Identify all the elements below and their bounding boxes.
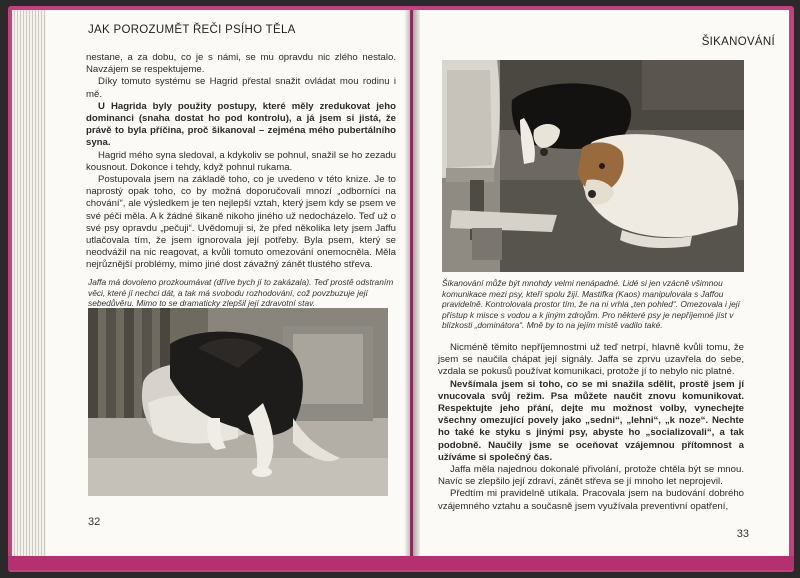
book-cover-bottom — [8, 556, 794, 570]
paragraph: Nicméně těmito nepříjemnostmi už teď netrpí, hlavně kvůli tomu, že jsem se naučila chápat její signály. Jaffa se zprvu uzavřela do sebe, vzdala se pokusů používat komunikaci, protože jí to nebylo nic platné. — [438, 342, 744, 378]
paragraph: U Hagrida byly použity postupy, které měly zredukovat jeho dominanci (snaha dostat ho pod kontrolu), a já jsem si jistá, že právě to byla příčina, proč šikanoval – zejména mého pubertálního syna. — [86, 100, 396, 149]
left-page — [12, 10, 410, 558]
right-photo-two-dogs — [442, 60, 744, 272]
paragraph: Nevšímala jsem si toho, co se mi snažila sdělit, prostě jsem jí vnucovala svůj režim. Psa můžete naučit znovu komunikovat. Respektujte jeho přání, dejte mu možnost volby, vynechejte všechny omezující povely jako „sedni“, „lehni“, „k noze“. Nechte ho také ke styku s jinými psy, abyste ho „socializovali“, a tak podobně. Naučily jsme se oceňovat vzájemnou přítomnost a užíváme si společný čas. — [438, 378, 744, 463]
right-body-text — [438, 342, 744, 513]
paragraph: Postupovala jsem na základě toho, co je uvedeno v této knize. Je to naprostý opak toho, co by možná doporučovali mnozí „odborníci na chování“, ale výsledkem je ten nejlepší vztah, který jsem kdy se psem ve své péči měla. A k žádné šikaně nikoho jiného už nedocházelo. Teď už o své psy opravdu „pečuji“. Uvědomuji si, že před několika lety jsem Jaffu utlačovala tím, že jsem ignorovala její potřeby. Byla psem, který se neodvážil na nic reagovat, a kvůli tomuto omezování onemocněla. Měla nejrůznější problémy, mimo jiné dost závažný zánět tlustého střeva. — [86, 174, 396, 271]
left-photo-caption: Jaffa má dovoleno prozkoumávat (dříve bych jí to zakázala). Teď prostě odstraním věci, které jí nechci dát, a tak má svobodu rozhodování, což povzbuzuje její sebedůvěru. Mimo to se dramaticky zlepšil její zdravotní stav. — [88, 277, 394, 309]
right-page-header: ŠIKANOVÁNÍ — [701, 36, 775, 48]
left-body-text — [86, 52, 396, 272]
right-page-number: 33 — [736, 528, 749, 540]
right-page — [413, 10, 789, 558]
left-page-number: 32 — [88, 516, 101, 528]
book-gutter — [404, 10, 420, 558]
page-edges — [12, 10, 46, 558]
left-page-header: JAK POROZUMĚT ŘEČI PSÍHO TĚLA — [88, 24, 296, 36]
paragraph: Jaffa měla najednou dokonalé přivolání, protože chtěla být se mnou. Navíc se zlepšilo její zdraví, zánět střeva se jí mnoho let neprojevil. — [438, 464, 744, 488]
paragraph: nestane, a za dobu, co je s námi, se mu opravdu nic zlého nestalo. Navzájem se respektujeme. — [86, 52, 396, 76]
paragraph: Hagrid mého syna sledoval, a kdykoliv se pohnul, snažil se ho zezadu kousnout. Dokonce i tehdy, když pohnul rukama. — [86, 149, 396, 173]
paragraph: Předtím mi pravidelně utíkala. Pracovala jsem na budování dobrého vzájemného vztahu a současně jsem využívala preventivní opatření, — [438, 488, 744, 512]
paragraph: Díky tomuto systému se Hagrid přestal snažit ovládat mou rodinu i mě. — [86, 76, 396, 100]
right-photo-caption: Šikanování může být mnohdy velmi nenápadné. Lidé si jen vzácně všimnou komunikace mezi psy, kteří spolu žijí. Mastifka (Kaos) manipulovala s Jaffou pravidelně. Kontrolovala prostor tím, že na ni vrhla „ten pohled“. Omezovala i její přístup k misce s vodou a k jiným zdrojům. Pro některé psy je nepříjemné jíst v blízkosti „dominátora“. Mně by to na jejím místě vadilo také. — [442, 278, 740, 331]
left-photo-dog-exploring — [88, 308, 388, 496]
